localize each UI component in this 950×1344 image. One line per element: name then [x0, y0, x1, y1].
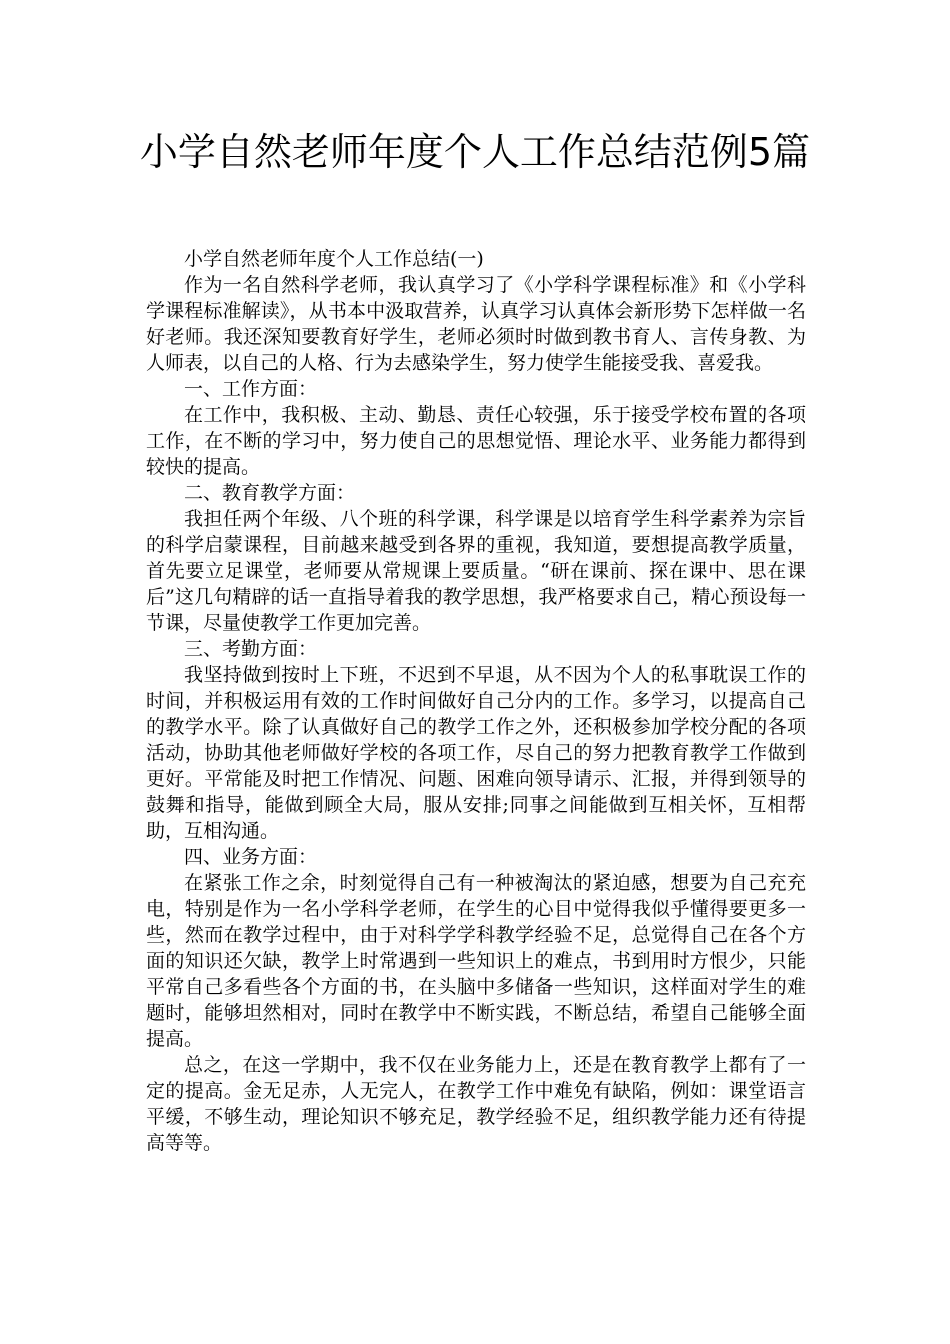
body-paragraph: 我坚持做到按时上下班，不迟到不早退，从不因为个人的私事耽误工作的时间，并积极运用有效的工作时间做好自己分内的工作。多学习，以提高自己的教学水平。除了认真做好自己的教学工作之外，还积极参加学校分配的各项活动，协助其他老师做好学校的各项工作，尽自己的努力把教育教学工作做到更好。平常能及时把工作情况、问题、困难向领导请示、汇报，并得到领导的鼓舞和指导，能做到顾全大局，服从安排;同事之间能做到互相关怀，互相帮助，互相沟通。 — [146, 664, 806, 842]
body-paragraph: 作为一名自然科学老师，我认真学习了《小学科学课程标准》和《小学科学课程标准解读》，从书本中汲取营养，认真学习认真体会新形势下怎样做一名好老师。我还深知要教育好学生，老师必须时时做到教书育人、言传身教、为人师表，以自己的人格、行为去感染学生，努力使学生能接受我、喜爱我。 — [146, 274, 806, 374]
document-body — [146, 246, 806, 1156]
section-heading: 小学自然老师年度个人工作总结(一) — [184, 248, 484, 270]
body-paragraph: 在工作中，我积极、主动、勤恳、责任心较强，乐于接受学校布置的各项工作，在不断的学习中，努力使自己的思想觉悟、理论水平、业务能力都得到较快的提高。 — [146, 404, 806, 478]
section-heading: 三、考勤方面： — [184, 638, 318, 660]
document-title: 小学自然老师年度个人工作总结范例5篇 — [139, 130, 811, 174]
section-heading: 一、工作方面： — [184, 378, 318, 400]
body-paragraph: 在紧张工作之余，时刻觉得自己有一种被淘汰的紧迫感，想要为自己充充电，特别是作为一名小学科学老师，在学生的心目中觉得我似乎懂得要更多一些，然而在教学过程中，由于对科学学科教学经验不足，总觉得自己在各个方面的知识还欠缺，教学上时常遇到一些知识上的难点，书到用时方恨少，只能平常自己多看些各个方面的书，在头脑中多储备一些知识，这样面对学生的难题时，能够坦然相对，同时在教学中不断实践，不断总结，希望自己能够全面提高。 — [146, 872, 806, 1050]
body-paragraph: 我担任两个年级、八个班的科学课，科学课是以培育学生科学素养为宗旨的科学启蒙课程，目前越来越受到各界的重视，我知道，要想提高教学质量，首先要立足课堂，老师要从常规课上要质量。“研在课前、探在课中、思在课后”这几句精辟的话一直指导着我的教学思想，我严格要求自己，精心预设每一节课，尽量使教学工作更加完善。 — [146, 508, 806, 634]
section-heading: 二、教育教学方面： — [184, 482, 356, 504]
section-heading: 四、业务方面： — [184, 846, 318, 868]
body-paragraph: 总之，在这一学期中，我不仅在业务能力上，还是在教育教学上都有了一定的提高。金无足赤，人无完人，在教学工作中难免有缺陷，例如：课堂语言平缓，不够生动，理论知识不够充足，教学经验不足，组织教学能力还有待提高等等。 — [146, 1054, 806, 1154]
